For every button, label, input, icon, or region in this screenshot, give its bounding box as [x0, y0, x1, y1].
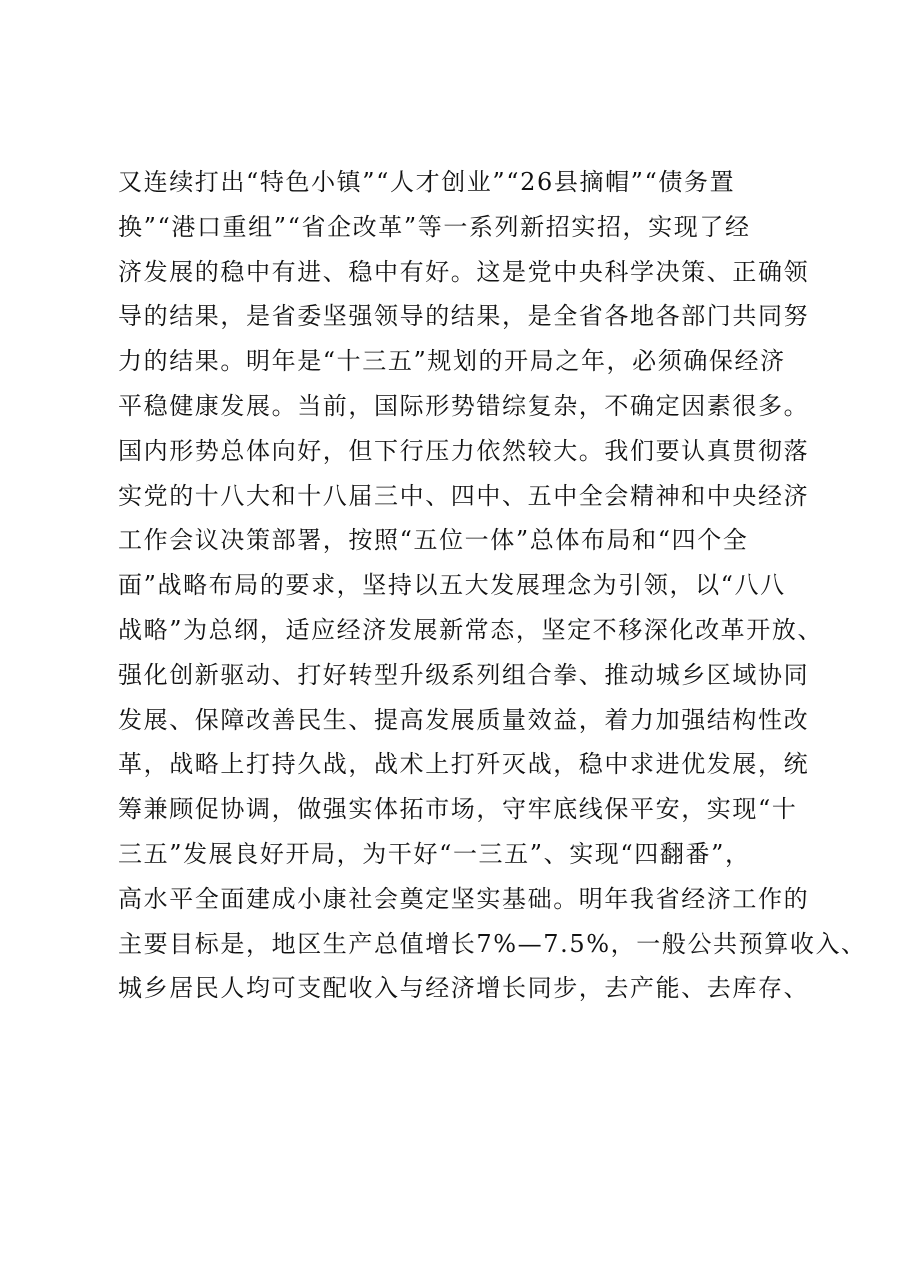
text-line-12: 强化创新驱动、打好转型升级系列组合拳、推动城乡区域协同	[118, 660, 810, 689]
text-line-3: 济发展的稳中有进、稳中有好。这是党中央科学决策、正确领	[118, 257, 810, 286]
text-line-4: 导的结果，是省委坚强领导的结果，是全省各地各部门共同努	[118, 302, 810, 331]
text-line-7: 国内形势总体向好，但下行压力依然较大。我们要认真贯彻落	[118, 436, 810, 465]
text-line-16: 三五”发展良好开局，为干好“一三五”、实现“四翻番”，	[118, 839, 751, 868]
text-line-5: 力的结果。明年是“十三五”规划的开局之年，必须确保经济	[118, 347, 786, 376]
text-line-6: 平稳健康发展。当前，国际形势错综复杂，不确定因素很多。	[118, 391, 810, 420]
text-line-13: 发展、保障改善民生、提高发展质量效益，着力加强结构性改	[118, 705, 810, 734]
text-line-9: 工作会议决策部署，按照“五位一体”总体布局和“四个全	[118, 526, 749, 555]
text-line-19: 城乡居民人均可支配收入与经济增长同步，去产能、去库存、	[118, 974, 810, 1003]
text-line-1: 又连续打出“特色小镇”“人才创业”“26县摘帽”“债务置	[118, 168, 736, 196]
text-line-10: 面”战略布局的要求，坚持以五大发展理念为引领，以“八八	[118, 571, 786, 600]
text-line-18: 主要目标是，地区生产总值增长7%—7.5%，一般公共预算收入、	[118, 929, 867, 958]
text-line-2: 换”“港口重组”“省企改革”等一系列新招实招，实现了经	[118, 212, 751, 241]
text-line-8: 实党的十八大和十八届三中、四中、五中全会精神和中央经济	[118, 481, 810, 510]
text-line-14: 革，战略上打持久战，战术上打歼灭战，稳中求进优发展，统	[118, 750, 810, 779]
text-line-17: 高水平全面建成小康社会奠定坚实基础。明年我省经济工作的	[118, 884, 810, 913]
body-text	[118, 160, 867, 1011]
text-line-15: 筹兼顾促协调，做强实体拓市场，守牢底线保平安，实现“十	[118, 795, 798, 824]
text-line-11: 战略”为总纲，适应经济发展新常态，坚定不移深化改革开放、	[118, 615, 824, 644]
